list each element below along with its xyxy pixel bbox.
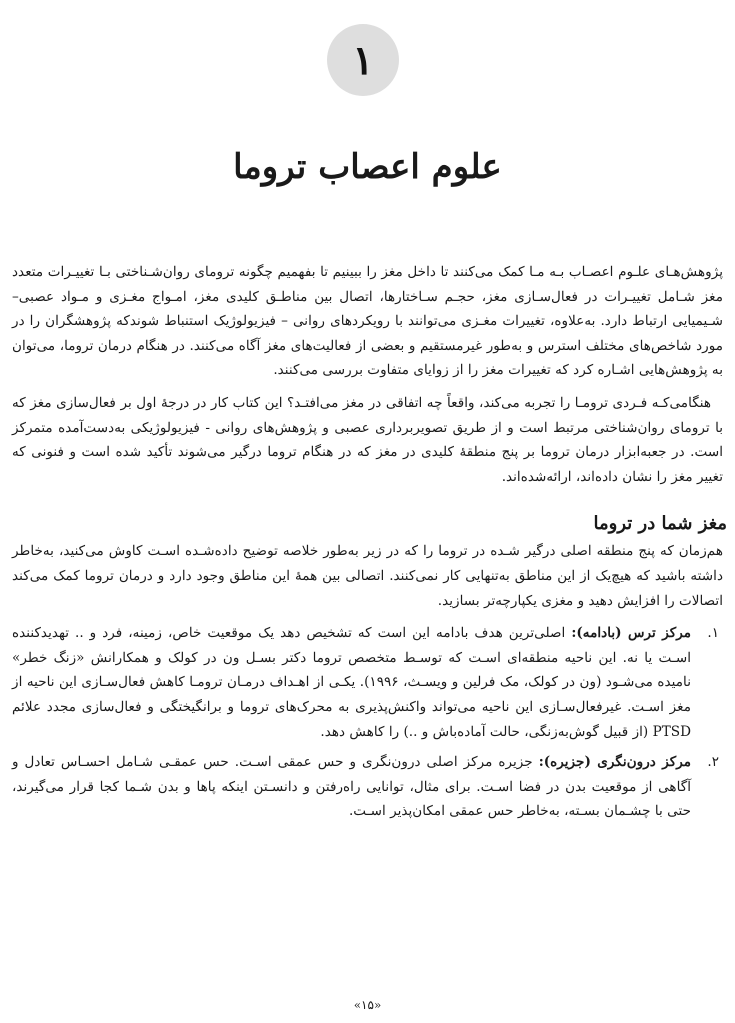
list-item-description: جزیره مرکز اصلی درون‌نگری و حس عمقی اسـت. حس عمقـی شـامل احسـاس تعادل و آگاهی از موقعیت بدن در فضا اسـت. برای مثال، توانایی راه‌رفتن و دانسـتن اینکه پاها و بدن شـما کجا قرار می‌گیرند، حتی با چشـمان بسـته، به‌خاطر حس عمقی امکان‌پذیر اسـت. [12, 754, 691, 820]
list-item [12, 750, 723, 824]
list-item-term: مرکز ترس (بادامه): [571, 625, 691, 642]
section-intro: هم‌زمان که پنج منطقه اصلی درگیر شـده در تروما را که در زیر به‌طور خلاصه توضیح داده‌شـده اسـت کاوش می‌کنید، به‌خاطر داشته باشید که هیچ‌یک از این مناطق به‌تنهایی کار نمی‌کنند. اتصالی بین همهٔ این مناطق وجود دارد و درمان تروما کمک می‌کند اتصالات را افزایش دهید و مغزی یکپارچه‌تر بسازید. [12, 543, 723, 609]
list-item-number: ۱. [707, 625, 719, 642]
intro-paragraph-2: هنگامی‌کـه فـردی ترومـا را تجربه می‌کند، واقعاً چه اتفاقی در مغز می‌افتـد؟ این کتاب کار در درجهٔ اول بر فعال‌سازی مغز که با ترومای روان‌شناختی مرتبط است و از طریق تصویربرداری عصبی و پژوهش‌های روانی - فیزیولوژیکی به‌دست‌آمده متمرکز است. در جعبه‌ابزار درمان تروما بر پنج منطقهٔ کلیدی در مغز که در هنگام تروما درگیر می‌شوند تأکید شده است و فنونی که تغییر مغز را نشان داده‌اند، ارائه‌شده‌اند. [12, 394, 723, 485]
chapter-title: علوم اعصاب تروما [233, 147, 502, 187]
section-heading: مغز شما در تروما [593, 513, 727, 535]
list-item-text [12, 621, 691, 744]
brain-regions-list [12, 621, 723, 824]
list-item-number: ۲. [707, 754, 719, 771]
list-item-text [12, 750, 691, 824]
list-item [12, 621, 723, 744]
list-item-description: اصلی‌ترین هدف بادامه این است که تشخیص دهد یک موقعیت خاص، زمینه، فرد و .. تهدیدکننده اسـت یا نه. این ناحیه منطقه‌ای اسـت که توسـط متخصص تروما دکتر بسـل ون در کولک و همکارانش «زنگ خطر» نامیده می‌شـود (ون در کولک، مک فرلین و ویسـث، ۱۹۹۶). یکـی از اهـداف درمـان ترومـا کاهش فعال‌سـازی این ناحیه از مغز اسـت. غیرفعال‌سـازی این ناحیه می‌تواند واکنش‌پذیری به محرک‌های تروما و برانگیختگی و فعال‌سازی مجدد علائم PTSD (از قبیل گوش‌به‌زنگی، حالت آماده‌باش و ..) را کاهش دهد. [12, 625, 691, 740]
chapter-number: ۱ [352, 36, 374, 84]
page-body [12, 260, 727, 830]
intro-paragraph-1: پژوهش‌هـای علـوم اعصـاب بـه مـا کمک می‌کنند تا داخل مغز را ببینیم تا بفهمیم چگونه ترومای روان‌شـناختی بـا تغییـرات متعدد مغز شـامل تغییـرات در فعال‌سـازی مغز، حجـم سـاختارها، اتصال بین مناطـق کلیدی مغز، امـواج مغـزی و مـواد عصبی– شـیمیایی ارتباط دارد. به‌علاوه، تغییرات مغـزی می‌توانند با رویکردهای روانی – فیزیولوژیک استنباط شوندکه پژوهشگران را در مورد شاخص‌های مختلف استرس و به‌طور غیرمستقیم و بعضی از فعالیت‌های مغز آگاه می‌کنند. در هنگام درمان تروما، می‌توان به پژوهش‌هایی اشـاره کرد که تغییرات مغز را از زوایای متفاوت بررسی می‌کنند. [12, 264, 723, 379]
chapter-number-badge [327, 24, 399, 96]
list-item-term: مرکز درون‌نگری (جزیره): [538, 754, 691, 771]
page-number: «۱۵» [353, 998, 382, 1012]
